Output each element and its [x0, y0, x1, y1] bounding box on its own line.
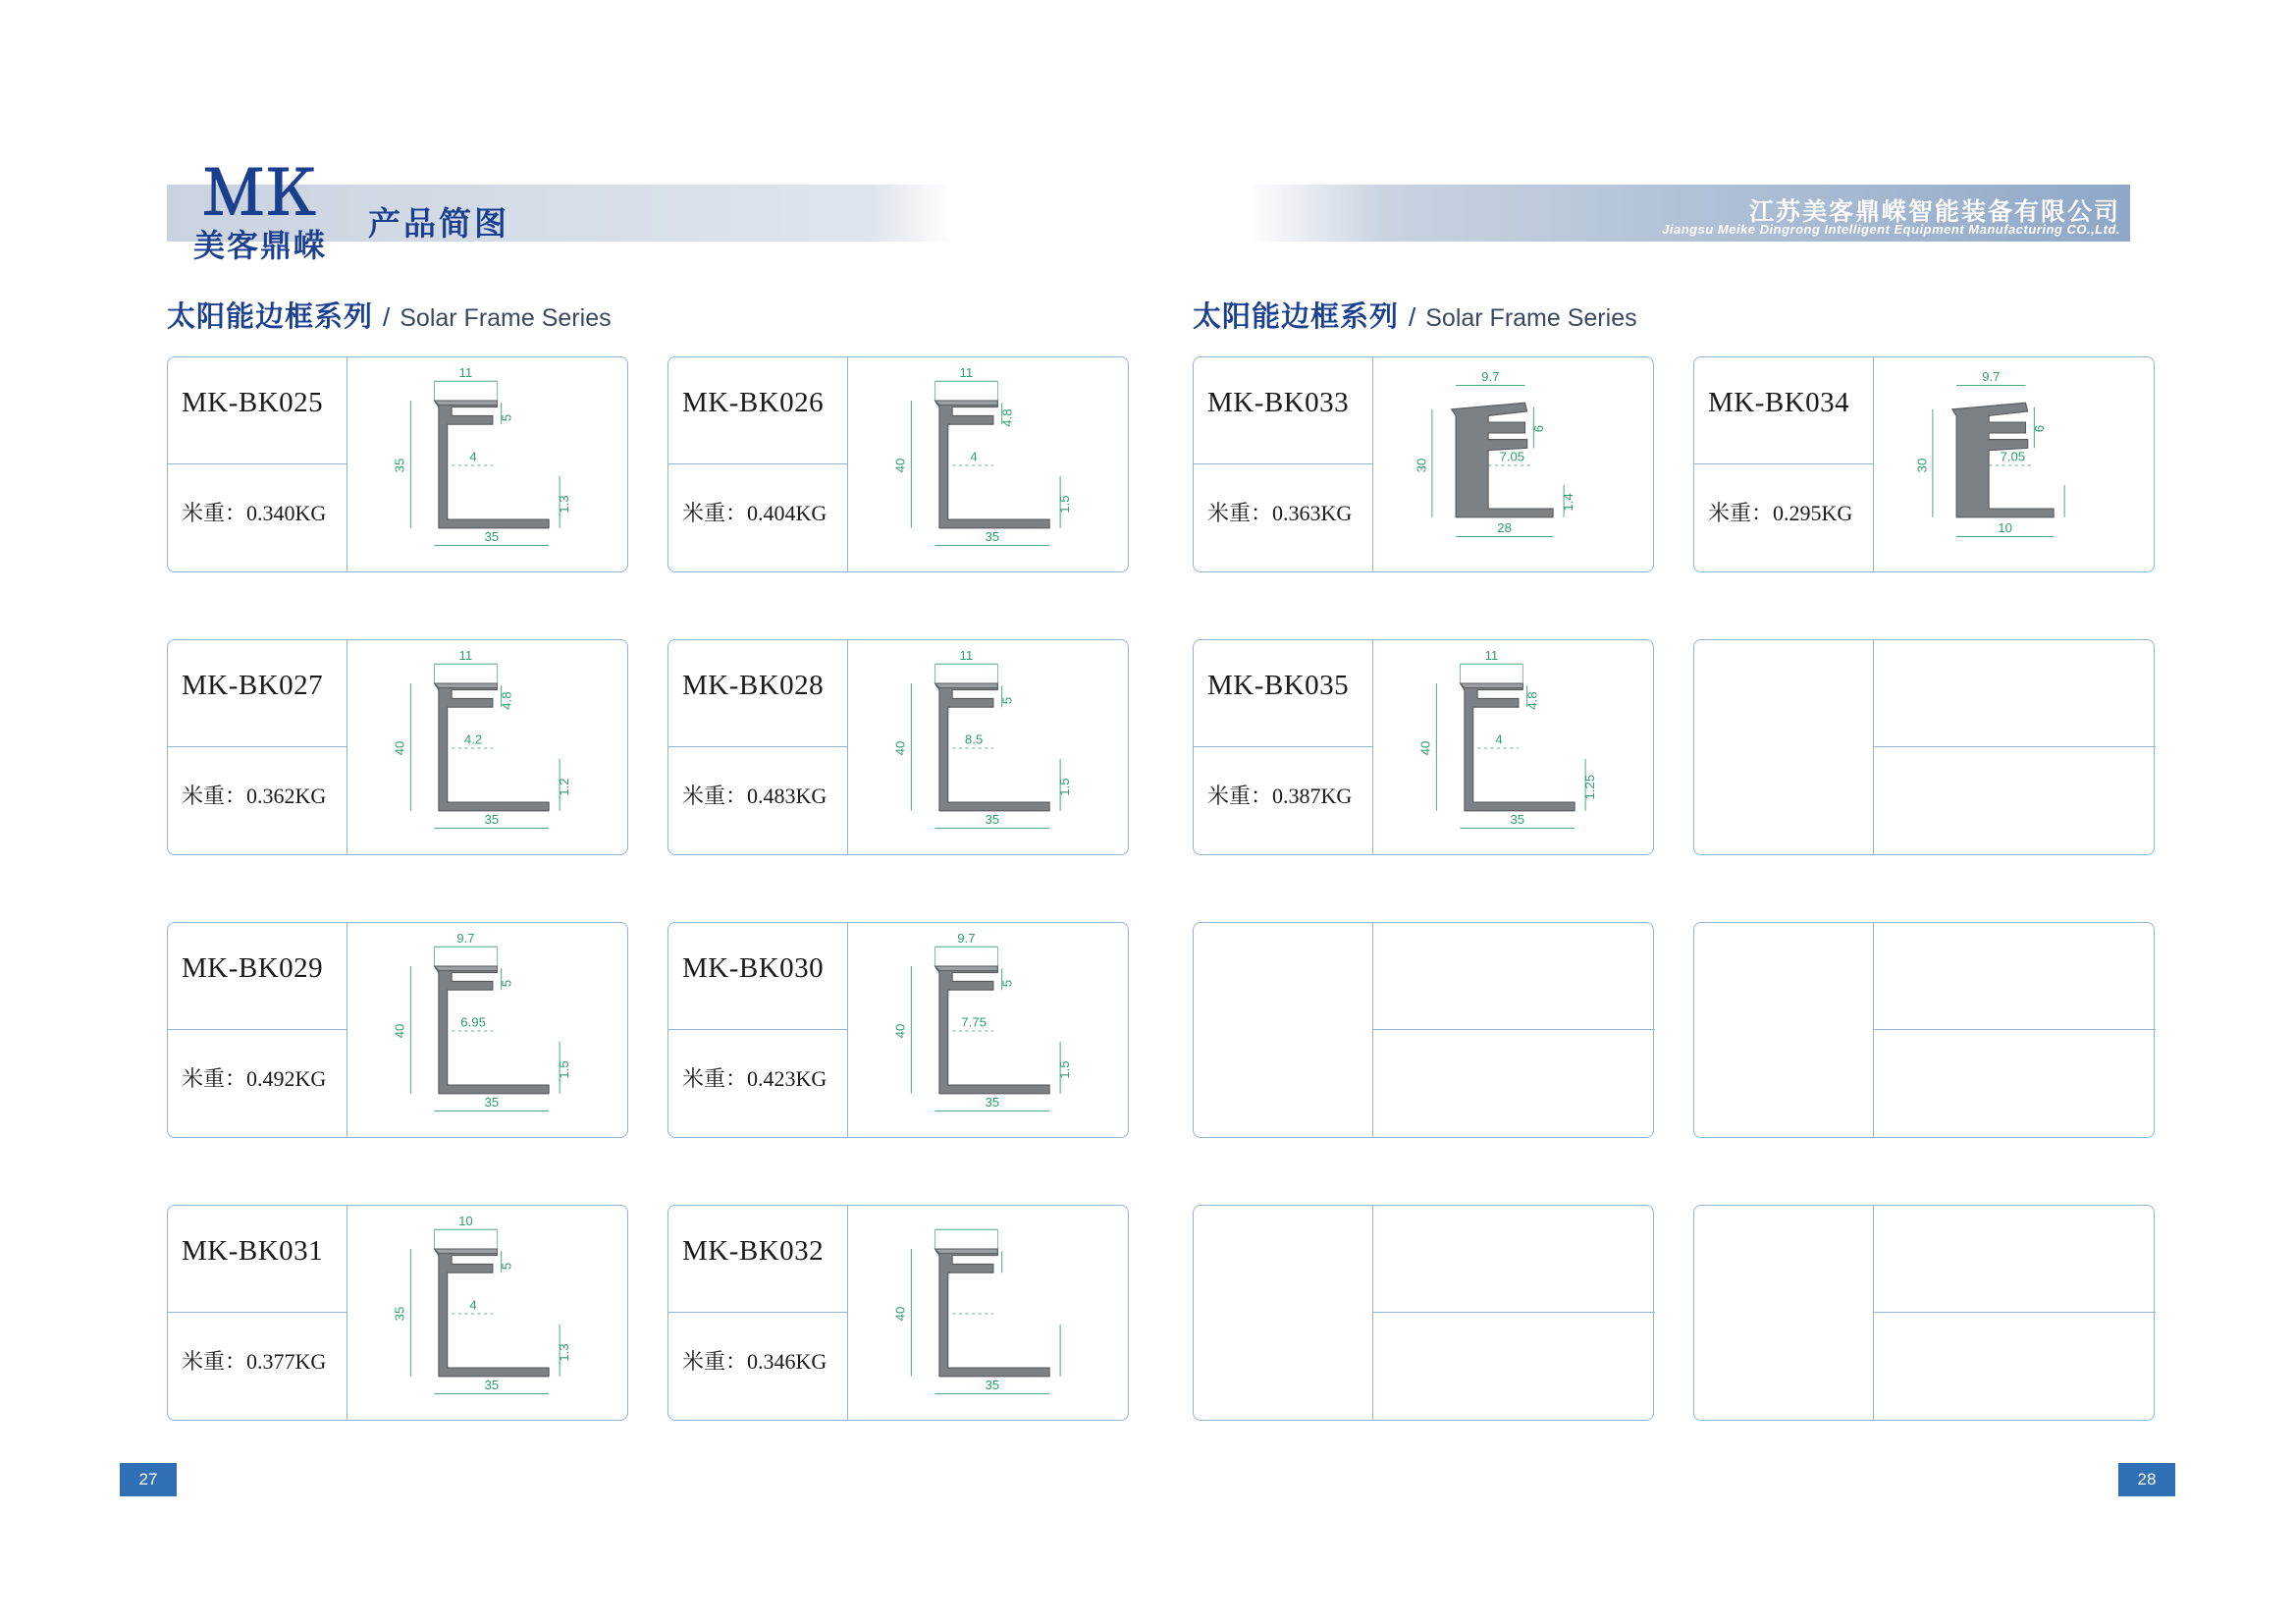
svg-text:4.8: 4.8	[499, 691, 514, 710]
svg-text:35: 35	[985, 812, 1000, 827]
svg-text:1.4: 1.4	[1560, 493, 1575, 512]
card-divider-horizontal	[1372, 1029, 1655, 1030]
product-card-empty	[1193, 922, 1654, 1138]
card-divider-horizontal	[168, 746, 347, 747]
svg-text:11: 11	[458, 364, 473, 380]
section-title-right-sep: /	[1409, 302, 1416, 332]
product-code: MK-BK031	[182, 1235, 324, 1267]
profile-drawing	[848, 923, 1130, 1137]
product-grid-right	[1193, 356, 2174, 1421]
product-code: MK-BK034	[1708, 387, 1850, 418]
svg-text:35: 35	[985, 529, 1000, 544]
svg-text:35: 35	[392, 458, 407, 473]
product-card-empty	[1193, 1205, 1654, 1421]
svg-text:5: 5	[499, 413, 514, 422]
svg-text:9.7: 9.7	[1481, 369, 1500, 385]
product-card	[667, 639, 1129, 855]
profile-drawing	[848, 1206, 1130, 1420]
svg-text:1.5: 1.5	[556, 1060, 571, 1079]
card-divider-vertical	[1372, 1206, 1373, 1420]
profile-drawing	[347, 923, 629, 1137]
svg-text:40: 40	[892, 1023, 908, 1039]
product-weight: 米重：0.362KG	[182, 784, 327, 808]
logo-wordmark: 美客鼎嵘	[192, 228, 327, 263]
page-title: 产品简图	[368, 205, 509, 242]
product-code: MK-BK035	[1207, 670, 1350, 701]
svg-text:40: 40	[892, 740, 908, 756]
svg-text:35: 35	[484, 1378, 500, 1392]
svg-text:1.5: 1.5	[1056, 495, 1072, 514]
card-divider-horizontal	[1873, 1312, 2156, 1313]
profile-drawing	[347, 357, 629, 571]
svg-text:40: 40	[892, 458, 908, 473]
svg-text:6.95: 6.95	[460, 1014, 486, 1030]
card-divider-horizontal	[668, 463, 847, 464]
svg-text:35: 35	[484, 529, 500, 544]
card-divider-horizontal	[168, 1312, 347, 1313]
product-card	[667, 922, 1129, 1138]
product-weight: 米重：0.483KG	[682, 784, 828, 808]
product-card-empty	[1693, 639, 2155, 855]
product-weight: 米重：0.295KG	[1708, 501, 1853, 525]
product-code: MK-BK026	[682, 387, 825, 418]
product-card-empty	[1693, 922, 2155, 1138]
card-divider-horizontal	[1873, 1029, 2156, 1030]
product-code: MK-BK027	[182, 670, 324, 701]
card-divider-vertical	[1873, 640, 1874, 854]
svg-text:8.5: 8.5	[964, 731, 984, 747]
product-card	[167, 922, 628, 1138]
card-divider-horizontal	[1694, 463, 1873, 464]
product-card	[1193, 639, 1654, 855]
svg-text:5: 5	[499, 979, 514, 988]
card-divider-horizontal	[668, 1312, 847, 1313]
section-title-right	[1193, 295, 2174, 335]
svg-text:30: 30	[1414, 458, 1429, 473]
right-column	[1193, 295, 2174, 1421]
section-title-right-cn: 太阳能边框系列	[1193, 301, 1400, 333]
svg-text:1.3: 1.3	[556, 1343, 571, 1362]
svg-text:40: 40	[392, 740, 407, 756]
page-number-left: 27	[120, 1463, 177, 1496]
logo-mark: ＭＫ	[202, 157, 317, 229]
card-divider-vertical	[1873, 1206, 1874, 1420]
svg-text:4.8: 4.8	[999, 408, 1015, 427]
svg-text:4: 4	[469, 449, 477, 464]
card-divider-horizontal	[668, 1029, 847, 1030]
svg-text:9.7: 9.7	[1982, 369, 2001, 385]
section-title-left-en: Solar Frame Series	[400, 304, 612, 332]
svg-text:4: 4	[1495, 731, 1503, 747]
svg-text:7.05: 7.05	[1499, 449, 1525, 464]
profile-drawing	[1373, 357, 1655, 571]
svg-text:7.05: 7.05	[2000, 449, 2026, 464]
profile-drawing	[1373, 640, 1655, 854]
svg-text:5: 5	[999, 696, 1015, 705]
product-weight: 米重：0.377KG	[182, 1349, 327, 1374]
company-name-en: Jiangsu Meike Dingrong Intelligent Equipment Manufacturing CO.,Ltd.	[1662, 222, 2120, 237]
card-divider-vertical	[1372, 923, 1373, 1137]
product-code: MK-BK030	[682, 952, 825, 984]
svg-text:35: 35	[484, 1095, 500, 1110]
product-card	[167, 356, 628, 572]
product-weight: 米重：0.404KG	[682, 501, 828, 525]
product-weight: 米重：0.387KG	[1207, 784, 1353, 808]
svg-text:4.8: 4.8	[1524, 691, 1540, 710]
svg-text:1.3: 1.3	[556, 495, 571, 514]
product-card-empty	[1693, 1205, 2155, 1421]
svg-text:6: 6	[1531, 424, 1547, 433]
product-weight: 米重：0.363KG	[1207, 501, 1353, 525]
svg-text:1.5: 1.5	[1056, 1060, 1072, 1079]
svg-text:11: 11	[959, 647, 974, 663]
svg-text:5: 5	[999, 979, 1015, 988]
svg-text:35: 35	[985, 1095, 1000, 1110]
card-divider-horizontal	[168, 1029, 347, 1030]
product-weight: 米重：0.340KG	[182, 501, 327, 525]
page-number-right: 28	[2118, 1463, 2175, 1496]
svg-text:11: 11	[458, 647, 473, 663]
profile-drawing	[848, 357, 1130, 571]
svg-text:4.2: 4.2	[463, 731, 483, 747]
card-divider-horizontal	[668, 746, 847, 747]
svg-text:35: 35	[392, 1306, 407, 1322]
product-card	[667, 1205, 1129, 1421]
svg-text:35: 35	[985, 1378, 1000, 1392]
card-divider-vertical	[1873, 923, 1874, 1137]
company-logo	[167, 157, 353, 267]
svg-text:1.25: 1.25	[1581, 774, 1597, 800]
section-title-left	[167, 295, 1148, 335]
svg-text:10: 10	[1998, 520, 2012, 536]
product-card	[167, 639, 628, 855]
section-title-left-sep: /	[383, 302, 391, 332]
profile-drawing	[848, 640, 1130, 854]
svg-text:9.7: 9.7	[957, 930, 976, 946]
product-code: MK-BK033	[1207, 387, 1350, 418]
card-divider-horizontal	[168, 463, 347, 464]
svg-text:4: 4	[469, 1297, 477, 1313]
product-code: MK-BK025	[182, 387, 324, 418]
section-title-right-en: Solar Frame Series	[1425, 304, 1637, 332]
profile-drawing	[1874, 357, 2156, 571]
card-divider-horizontal	[1194, 746, 1372, 747]
card-divider-horizontal	[1194, 463, 1372, 464]
svg-text:7.75: 7.75	[961, 1014, 987, 1030]
svg-text:30: 30	[1914, 458, 1930, 473]
product-code: MK-BK029	[182, 952, 324, 984]
product-grid-left	[167, 356, 1148, 1421]
svg-text:11: 11	[1484, 647, 1499, 663]
product-code: MK-BK032	[682, 1235, 825, 1267]
svg-text:1.2: 1.2	[556, 778, 571, 796]
product-weight: 米重：0.492KG	[182, 1066, 327, 1091]
svg-text:5: 5	[499, 1262, 514, 1271]
svg-text:9.7: 9.7	[456, 930, 475, 946]
company-name-cn: 江苏美客鼎嵘智能装备有限公司	[1748, 198, 2120, 226]
svg-text:1.5: 1.5	[1056, 778, 1072, 796]
page-header	[167, 157, 2130, 265]
profile-drawing	[347, 640, 629, 854]
svg-text:28: 28	[1497, 520, 1512, 536]
profile-drawing	[347, 1206, 629, 1420]
section-title-left-cn: 太阳能边框系列	[167, 301, 374, 333]
svg-text:6: 6	[2032, 424, 2048, 433]
product-card	[1693, 356, 2155, 572]
svg-text:4: 4	[970, 449, 978, 464]
product-weight: 米重：0.423KG	[682, 1066, 828, 1091]
svg-text:40: 40	[392, 1023, 407, 1039]
svg-text:40: 40	[1417, 740, 1433, 756]
product-card	[1193, 356, 1654, 572]
svg-text:35: 35	[1510, 812, 1525, 827]
card-divider-horizontal	[1873, 746, 2156, 747]
svg-text:10: 10	[458, 1213, 473, 1228]
svg-text:40: 40	[892, 1306, 908, 1322]
svg-text:11: 11	[959, 364, 974, 380]
product-weight: 米重：0.346KG	[682, 1349, 828, 1374]
product-code: MK-BK028	[682, 670, 825, 701]
product-card	[667, 356, 1129, 572]
product-card	[167, 1205, 628, 1421]
left-column	[167, 295, 1148, 1421]
card-divider-horizontal	[1372, 1312, 1655, 1313]
svg-text:35: 35	[484, 812, 500, 827]
